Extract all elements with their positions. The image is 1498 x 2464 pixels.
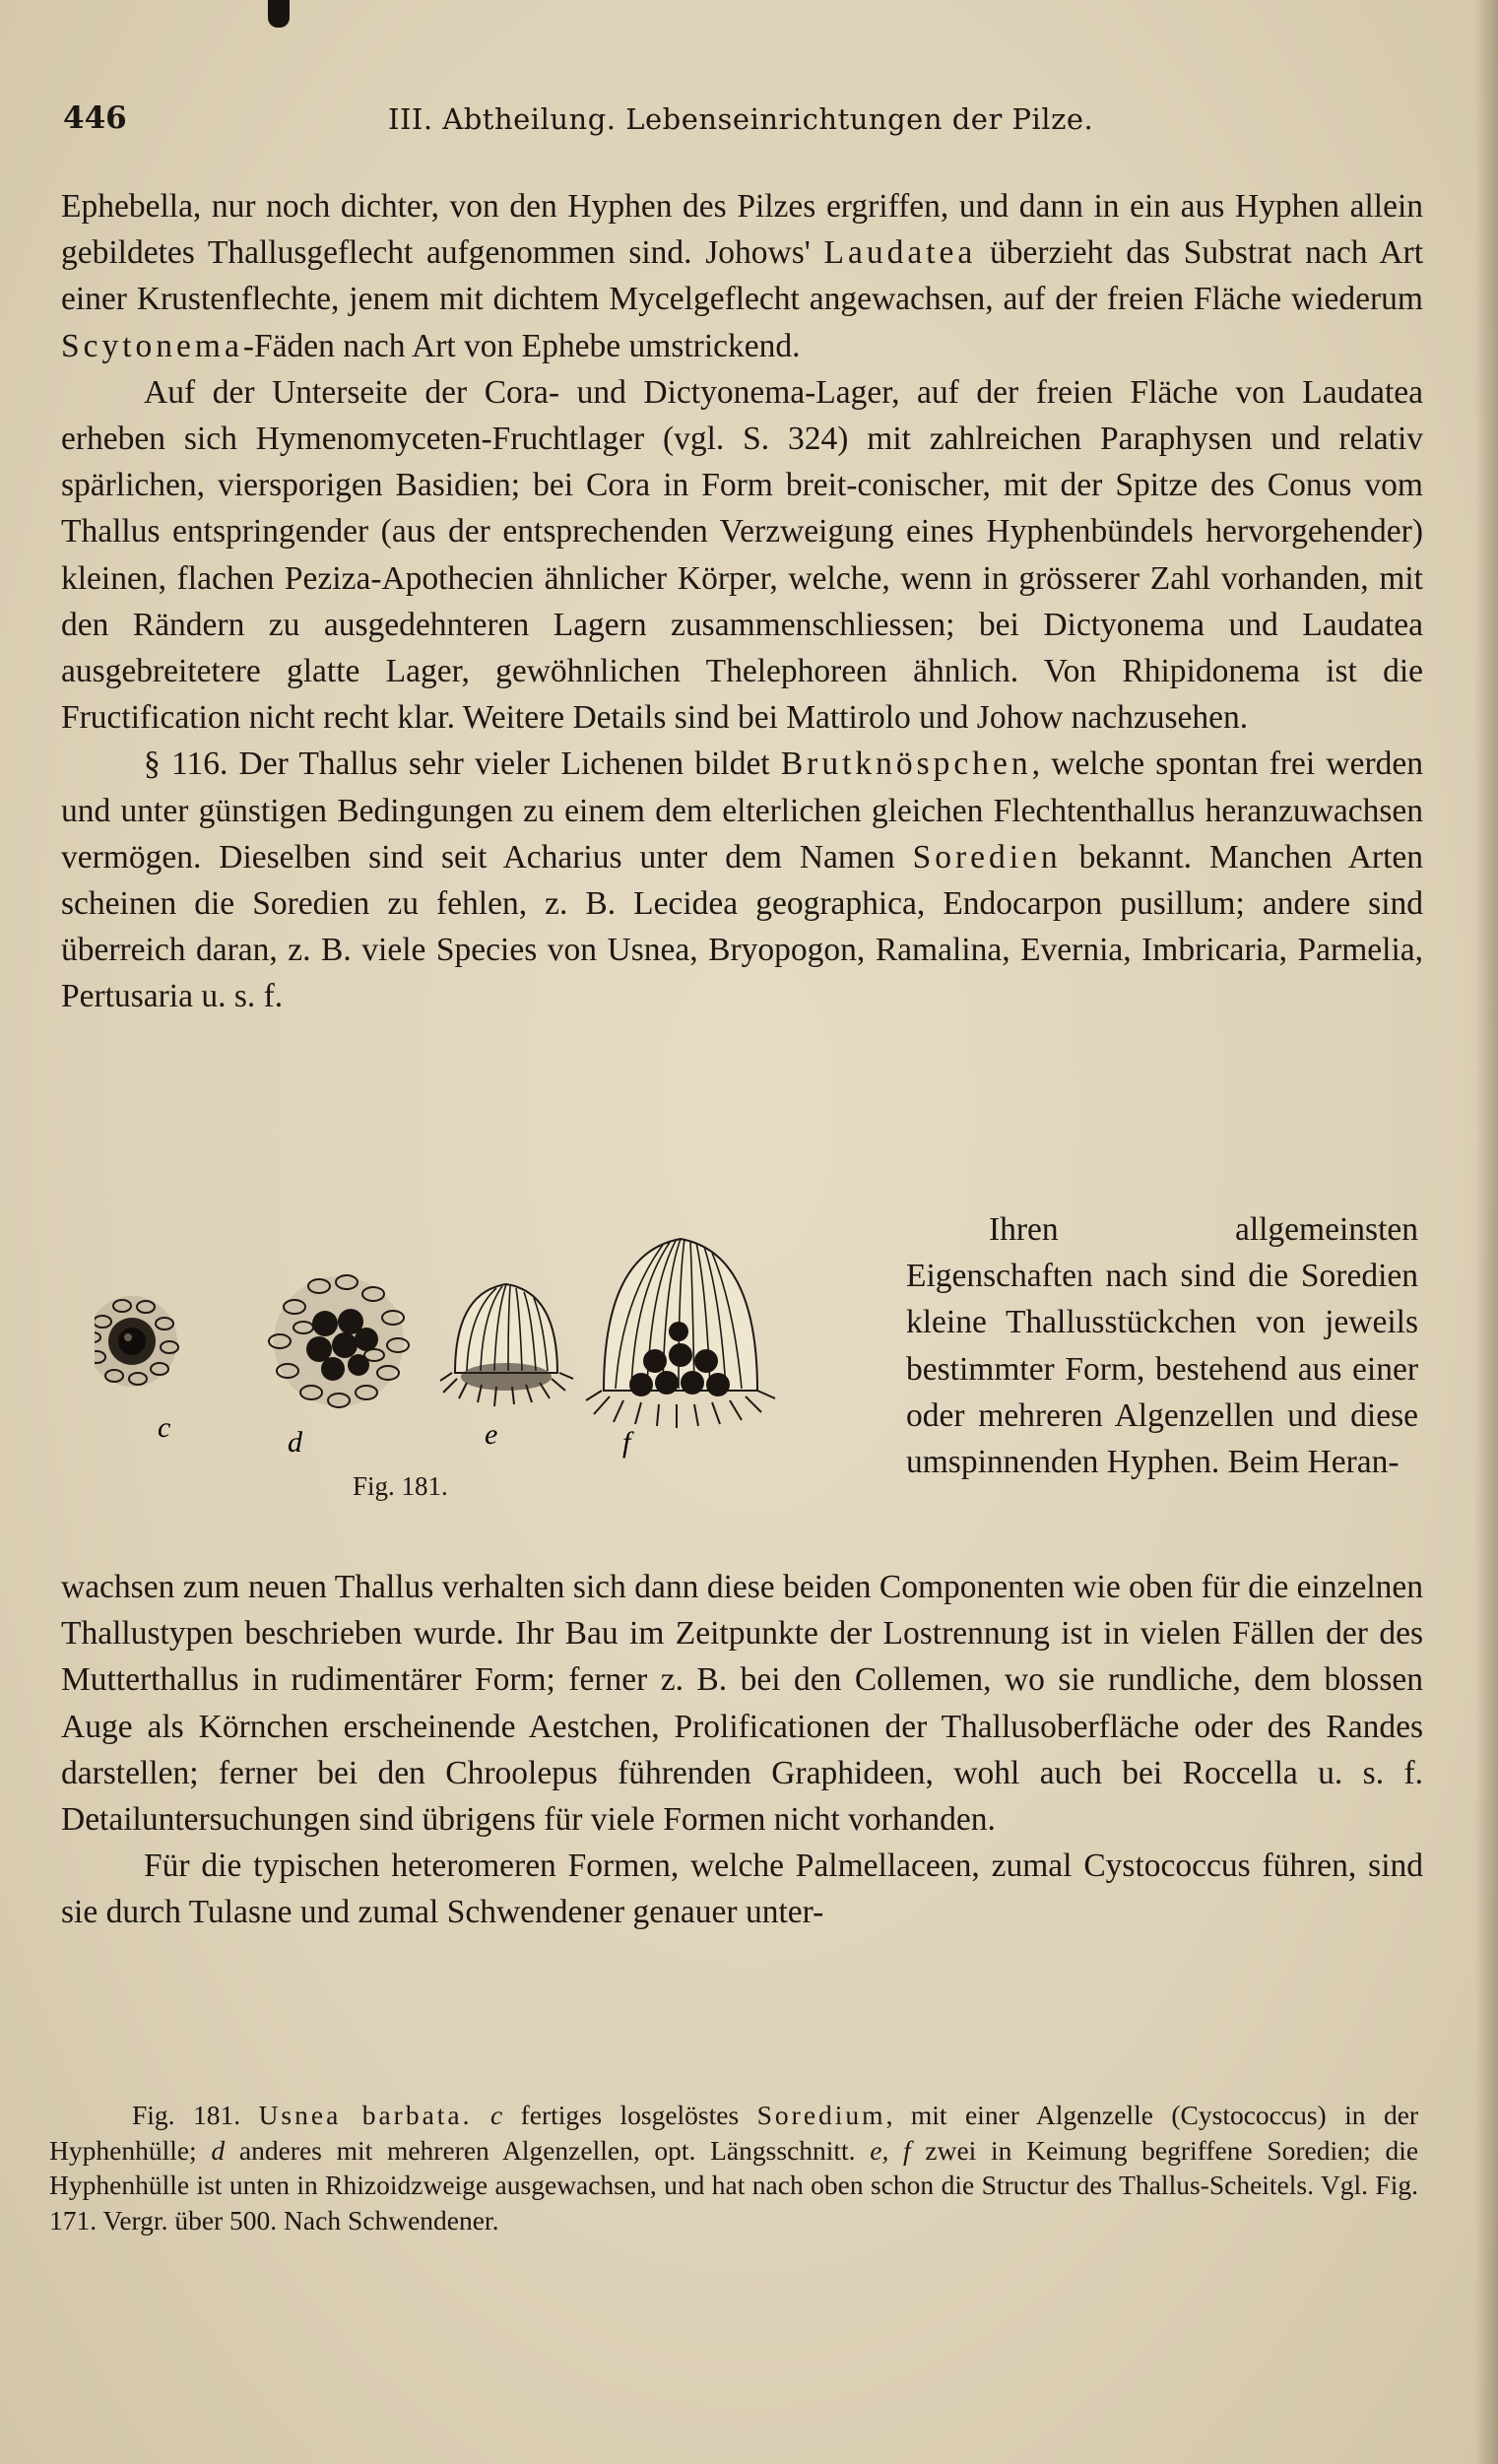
- side-column-text: [906, 1206, 1418, 1485]
- soredium-d: [269, 1275, 409, 1407]
- paragraph-3: § 116. Der Thallus sehr vieler Lichenen bildet Brutknöspchen, welche spontan frei werden und unter günstigen Bedingungen zu einem dem elterlichen gleichen Flechtenthallus heranzuwachsen vermögen. Dieselben sind seit Acharius unter dem Namen Soredien bekannt. Manchen Arten scheinen die Soredien zu fehlen, z. B. Lecidea geographica, Endocarpon pusillum; andere sind überreich daran, z. B. viele Species von Usnea, Bryopogon, Ramalina, Evernia, Imbricaria, Parmelia, Pertusaria u. s. f.: [61, 746, 1423, 1015]
- paragraph-2: Auf der Unterseite der Cora- und Dictyonema-Lager, auf der freien Fläche von Laudatea erheben sich Hymenomyceten-Fruchtlager (vgl. S. 324) mit zahlreichen Paraphysen und relativ spärlichen, viersporigen Basidien; bei Cora in Form breit-conischer, mit der Spitze des Conus vom Thallus entspringender (aus der entsprechenden Verzweigung eines Hyphenbündels hervorgehender) kleinen, flachen Peziza-Apothecien ähnlicher Körper, welche, wenn in grösserer Zahl vorhanden, mit den Rändern zu ausgedehnteren Lagern zusammenschliessen; bei Dictyonema und Laudatea ausgebreitetere glatte Lager, gewöhnlichen Thelephoreen ähnlich. Von Rhipidonema ist die Fructification nicht recht klar. Weitere Details sind bei Mattirolo und Johow nachzusehen.: [61, 373, 1423, 737]
- paragraph-5: Für die typischen heteromeren Formen, welche Palmellaceen, zumal Cystococcus führen, sind sie durch Tulasne und zumal Schwendener genauer unter-: [61, 1848, 1423, 1931]
- soredia-illustration: [95, 1233, 823, 1519]
- term-scytonema: Scytonema: [61, 327, 243, 364]
- soredium-c: [95, 1296, 178, 1387]
- term-brutknospchen: Brutknöspchen: [780, 746, 1032, 783]
- caption-species: Usnea barbata.: [258, 2100, 473, 2130]
- term-soredien: Soredien: [912, 838, 1062, 875]
- figure-label: Fig. 181.: [353, 1471, 448, 1501]
- main-text-bottom: [61, 1564, 1423, 1936]
- figure-caption: Fig. 181. Usnea barbata. c fertiges losgelöstes Soredium, mit einer Algenzelle (Cystococcus) in der Hyphenhülle; d anderes mit mehreren Algenzellen, opt. Längsschnitt. e, f zwei in Keimung begriffene Soredien; die Hyphenhülle ist unten in Rhizoidzweige ausgewachsen, und hat nach oben schon die Structur des Thallus-Scheitels. Vgl. Fig. 171. Vergr. über 500. Nach Schwendener.: [49, 2100, 1419, 2236]
- fig-letter-e: e: [485, 1418, 498, 1451]
- paragraph-side: Ihren allgemeinsten Eigenschaften nach sind die Soredien kleine Thallusstückchen von jeweils bestimmter Form, bestehend aus einer oder mehreren Algenzellen und diese umspinnenden Hyphen. Beim Heran-: [906, 1211, 1418, 1481]
- paragraph-1: Ephebella, nur noch dichter, von den Hyphen des Pilzes ergriffen, und dann in ein aus Hyphen allein gebildetes Thallusgeflecht aufgenommen sind. Johows' Laudatea überzieht das Substrat nach Art einer Krustenflechte, jenem mit dichtem Mycelgeflecht angewachsen, auf der freien Fläche wiederum Scytonema-Fäden nach Art von Ephebe umstrickend.: [61, 188, 1424, 364]
- running-head: III. Abtheilung. Lebenseinrichtungen der Pilze.: [388, 102, 1094, 136]
- fig-letter-d: d: [288, 1426, 302, 1459]
- page-edge-shadow: [1474, 0, 1498, 2464]
- term-laudatea: Laudatea: [823, 234, 977, 272]
- caption-fig-ref: Fig. 181.: [132, 2100, 241, 2130]
- ink-blot: [268, 0, 290, 28]
- page-number: 446: [63, 100, 127, 136]
- paragraph-4: wachsen zum neuen Thallus verhalten sich dann diese beiden Componenten wie oben für die einzelnen Thallustypen beschrieben wurde. Ihr Bau im Zeitpunkte der Lostrennung ist in vielen Fällen der des Mutterthallus in rudimentärer Form; ferner z. B. bei den Collemen, wo sie rundliche, dem blossen Auge als Körnchen erscheinende Aestchen, Prolificationen der Thallusoberfläche oder des Randes darstellen; ferner bei den Chroolepus führenden Graphideen, wohl auch bei Roccella u. s. f. Detailuntersuchungen sind übrigens für viele Formen nicht vorhanden.: [61, 1569, 1423, 1839]
- fig-letter-f: f: [622, 1426, 631, 1459]
- soredium-f: [586, 1239, 775, 1428]
- soredium-e: [440, 1284, 573, 1406]
- page-header: [63, 100, 1422, 146]
- main-text-top: [61, 183, 1423, 1020]
- figure-181: [95, 1233, 823, 1519]
- fig-letter-c: c: [158, 1411, 171, 1444]
